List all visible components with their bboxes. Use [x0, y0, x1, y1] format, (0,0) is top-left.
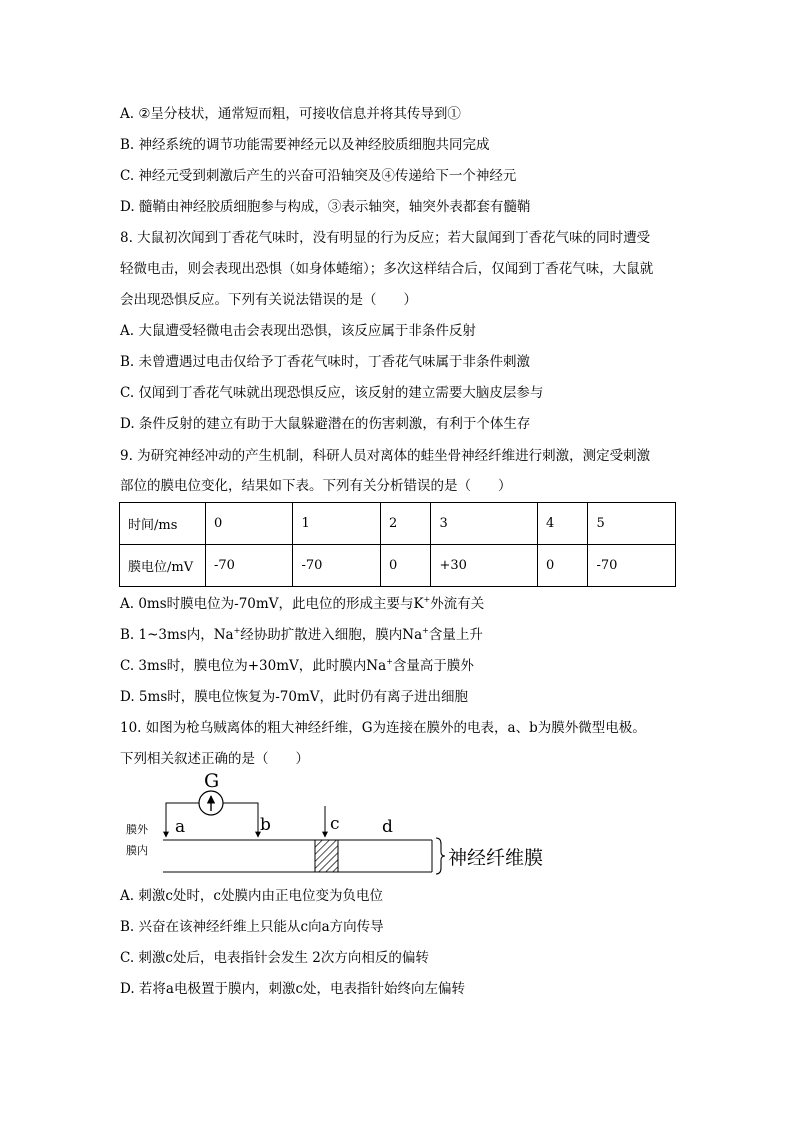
q10-stem-line-2: 下列相关叙述正确的是（ ） — [120, 751, 309, 767]
membrane-brace — [436, 838, 445, 874]
membrane-label: 神经纤维膜 — [448, 847, 544, 869]
stimulated-region — [315, 840, 338, 872]
q8-stem-line-3: 会出现恐惧反应。下列有关说法错误的是（ ） — [120, 292, 417, 308]
q10-stem-line-1: 10. 如图为枪乌贼离体的粗大神经纤维，G为连接在膜外的电表，a、b为膜外微型电极。 — [120, 720, 646, 736]
outside-label: 膜外 — [126, 823, 148, 836]
q7-option-d: D. 髓鞘由神经胶质细胞参与构成，③表示轴突，轴突外表都套有髓鞘 — [120, 199, 531, 215]
electrode-a-label: a — [175, 817, 186, 837]
q7-option-b: B. 神经系统的调节功能需要神经元以及神经胶质细胞共同完成 — [120, 137, 490, 153]
table-cell: +30 — [431, 545, 537, 587]
table-cell: 0 — [537, 545, 588, 587]
q7-option-a: A. ②呈分枝状，通常短而粗，可接收信息并将其传导到① — [120, 106, 461, 122]
table-cell: 0 — [206, 503, 293, 545]
point-c-label: c — [330, 814, 340, 834]
table-cell: 2 — [380, 503, 431, 545]
table-cell: 膜电位/mV — [120, 545, 206, 587]
table-cell: 1 — [293, 503, 380, 545]
table-row-potential — [120, 545, 676, 587]
nerve-fiber-diagram — [118, 768, 558, 880]
q10-option-d: D. 若将a电极置于膜内，刺激c处，电表指针始终向左偏转 — [120, 981, 466, 997]
q8-option-d: D. 条件反射的建立有助于大鼠躲避潜在的伤害刺激，有利于个体生存 — [120, 416, 531, 432]
q10-option-c: C. 刺激c处后，电表指针会发生 2次方向相反的偏转 — [120, 950, 429, 966]
q9-option-c: C. 3ms时，膜电位为+30mV，此时膜内Na+含量高于膜外 — [120, 656, 474, 674]
table-cell: 5 — [588, 503, 676, 545]
q8-option-a: A. 大鼠遭受轻微电击会表现出恐惧，该反应属于非条件反射 — [120, 323, 476, 339]
galvanometer-label: G — [204, 770, 220, 792]
q9-stem-line-1: 9. 为研究神经冲动的产生机制，科研人员对离体的蛙坐骨神经纤维进行刺激，测定受刺激 — [120, 448, 651, 464]
q7-option-c: C. 神经元受到刺激后产生的兴奋可沿轴突及④传递给下一个神经元 — [120, 168, 517, 184]
electrode-b-label: b — [260, 815, 271, 835]
q8-stem-line-2: 轻微电击，则会表现出恐惧（如身体蜷缩）；多次这样结合后，仅闻到丁香花气味，大鼠就 — [120, 261, 654, 277]
q9-option-a: A. 0ms时膜电位为-70mV，此电位的形成主要与K+外流有关 — [120, 594, 485, 612]
q8-stem-line-1: 8. 大鼠初次闻到丁香花气味时，没有明显的行为反应；若大鼠闻到丁香花气味的同时遭受 — [120, 230, 651, 246]
q9-stem-line-2: 部位的膜电位变化，结果如下表。下列有关分析错误的是（ ） — [120, 478, 512, 494]
table-row-time — [120, 503, 676, 545]
table-cell: 时间/ms — [120, 503, 206, 545]
table-cell: -70 — [206, 545, 293, 587]
table-cell: 3 — [431, 503, 537, 545]
table-cell: -70 — [588, 545, 676, 587]
table-cell: 0 — [380, 545, 431, 587]
q10-option-a: A. 刺激c处时，c处膜内由正电位变为负电位 — [120, 888, 383, 904]
table-cell: -70 — [293, 545, 380, 587]
q10-option-b: B. 兴奋在该神经纤维上只能从c向a方向传导 — [120, 919, 384, 935]
q9-option-d: D. 5ms时，膜电位恢复为-70mV，此时仍有离子进出细胞 — [120, 689, 469, 705]
membrane-potential-table — [119, 502, 676, 587]
table-cell: 4 — [537, 503, 588, 545]
electrode-b-wire — [223, 803, 258, 837]
inside-label: 膜内 — [126, 844, 148, 857]
point-d-label: d — [382, 817, 393, 837]
q8-option-b: B. 未曾遭遇过电击仅给予丁香花气味时，丁香花气味属于非条件刺激 — [120, 354, 531, 370]
q9-option-b: B. 1~3ms内，Na+经协助扩散进入细胞，膜内Na+含量上升 — [120, 625, 483, 643]
q8-option-c: C. 仅闻到丁香花气味就出现恐惧反应，该反射的建立需要大脑皮层参与 — [120, 385, 544, 401]
